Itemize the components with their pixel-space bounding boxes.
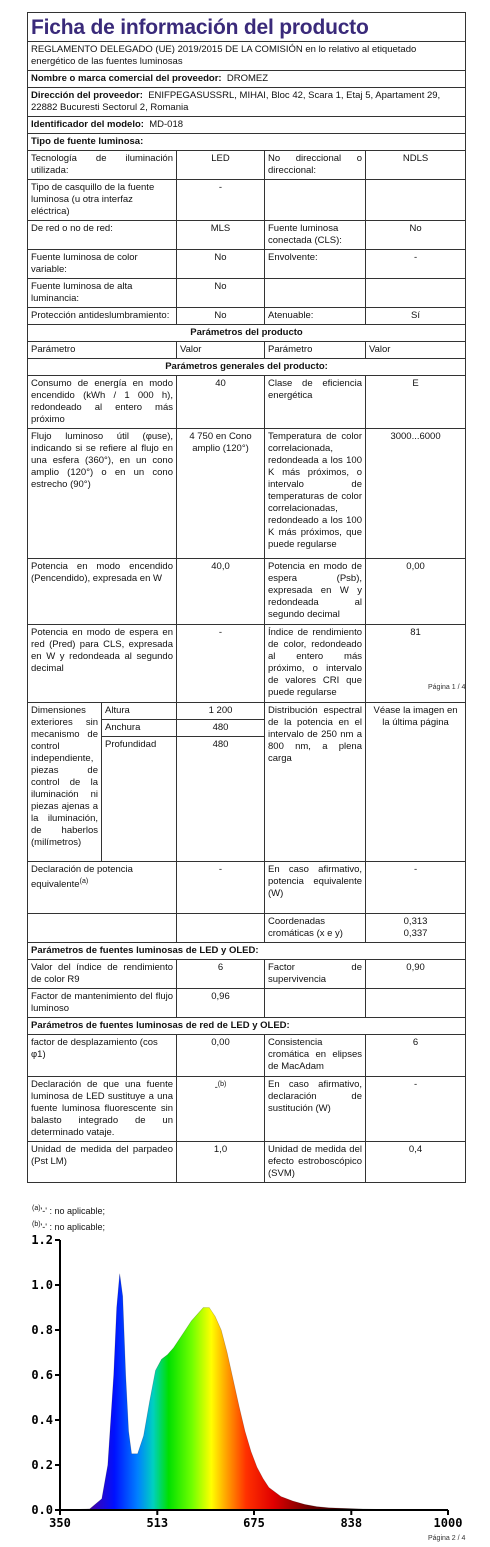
footnote-marker: (a) — [32, 1205, 41, 1212]
equivalent-power-cell — [28, 861, 177, 913]
param-label: Índice de rendimiento de color, redondeado al entero más próximo, o intervalo de valores CRI que puede regularse — [265, 625, 366, 703]
param-value: 40 — [177, 376, 265, 429]
param-label: Flujo luminoso útil (φuse), indicando si se refiere al flujo en una esfera (360°), en un cono amplio (120°) o en un cono estrecho (90°) — [28, 429, 177, 559]
param-value: - — [366, 861, 466, 913]
source-value — [366, 279, 466, 308]
param-label: factor de desplazamiento (cos φ1) — [28, 1034, 177, 1076]
y-tick-label: 0.0 — [31, 1503, 53, 1517]
param-value: 4 750 en Cono amplio (120°) — [177, 429, 265, 559]
supplier-label: Nombre o marca comercial del proveedor: — [31, 73, 222, 84]
source-type-heading: Tipo de fuente luminosa: — [28, 134, 466, 151]
model-value: MD-018 — [149, 119, 184, 130]
dimension-key: Profundidad — [102, 737, 177, 754]
chromaticity-x: 0,313 — [403, 915, 428, 927]
source-label: Envolvente: — [265, 250, 366, 279]
y-tick-label: 1.2 — [31, 1233, 53, 1247]
param-label: En caso afirmativo, potencia equivalente (W) — [265, 861, 366, 913]
param-label: Clase de eficiencia energética — [265, 376, 366, 429]
footnote-ref: (b) — [217, 1080, 227, 1088]
param-header: Parámetro — [265, 342, 366, 359]
source-value: No — [177, 308, 265, 325]
page-number: Página 2 / 4 — [428, 1535, 466, 1542]
footnotes — [32, 1202, 105, 1234]
footnote-marker: (b) — [32, 1221, 41, 1228]
source-value: - — [366, 250, 466, 279]
source-label: Fuente luminosa conectada (CLS): — [265, 221, 366, 250]
dimension-spacer — [102, 753, 177, 861]
y-tick-label: 0.4 — [31, 1413, 53, 1427]
spectral-distribution-label: Distribución espectral de la potencia en el intervalo de 250 nm a 800 nm, a plena carga — [265, 703, 366, 862]
source-value: Sí — [366, 308, 466, 325]
x-tick-label: 838 — [340, 1516, 363, 1530]
source-value: NDLS — [366, 151, 466, 180]
dimension-key: Anchura — [102, 720, 177, 737]
led-params-heading: Parámetros de fuentes luminosas de LED y OLED: — [28, 942, 466, 959]
param-label: En caso afirmativo, declaración de sustitución (W) — [265, 1076, 366, 1141]
source-value: LED — [177, 151, 265, 180]
chromaticity-label: Coordenadas cromáticas (x e y) — [265, 913, 366, 942]
source-value: No — [177, 250, 265, 279]
param-label: Valor del índice de rendimiento de color R9 — [28, 959, 177, 988]
source-label: Fuente luminosa de color variable: — [28, 250, 177, 279]
footnote-text: '-' : no aplicable; — [40, 1206, 106, 1216]
equivalent-power-label: Declaración de potencia equivalente — [31, 863, 133, 890]
param-label: Potencia en modo encendido (Pencendido), expresada en W — [28, 559, 177, 625]
param-header: Parámetro — [28, 342, 177, 359]
param-value: 0,96 — [177, 988, 265, 1017]
footnote-text: '-' : no aplicable; — [40, 1222, 106, 1232]
x-tick-label: 350 — [49, 1516, 71, 1530]
source-value: No — [366, 221, 466, 250]
param-label: Factor de supervivencia — [265, 959, 366, 988]
param-label: Consistencia cromática en elipses de MacAdam — [265, 1034, 366, 1076]
value-header: Valor — [366, 342, 466, 359]
param-value: 81 — [366, 625, 466, 703]
param-value: 1,0 — [177, 1141, 265, 1182]
x-tick-label: 675 — [243, 1516, 265, 1530]
model-row — [28, 117, 466, 134]
param-label: Consumo de energía en modo encendido (kWh / 1 000 h), redondeado al entero más próximo — [28, 376, 177, 429]
param-value: - — [177, 625, 265, 703]
page-number: Página 1 / 4 — [428, 684, 466, 691]
param-label: Unidad de medida del efecto estroboscópico (SVM) — [265, 1141, 366, 1182]
footnote-a — [32, 1202, 105, 1218]
param-value: 0,90 — [366, 959, 466, 988]
param-label: Factor de mantenimiento del flujo luminoso — [28, 988, 177, 1017]
param-value: - — [366, 1076, 466, 1141]
param-label: Declaración de que una fuente luminosa de LED sustituye a una fuente luminosa fluorescente sin balasto integrado de un determinado vataje. — [28, 1076, 177, 1141]
param-label: Temperatura de color correlacionada, redondeada a los 100 K más próximos, o intervalo de temperaturas de color correlacionadas, redondeado a los 100 K más próximos, que puede regularse — [265, 429, 366, 559]
param-value: E — [366, 376, 466, 429]
param-label: Potencia en modo de espera (Psb), expresada en W y redondeada al segundo decimal — [265, 559, 366, 625]
model-label: Identificador del modelo: — [31, 119, 144, 130]
source-value: No — [177, 279, 265, 308]
dimension-key: Altura — [102, 703, 177, 720]
y-tick-label: 0.2 — [31, 1458, 53, 1472]
value-header: Valor — [177, 342, 265, 359]
spectral-distribution-chart — [0, 1232, 490, 1532]
dimension-spacer — [177, 753, 265, 861]
param-label: Potencia en modo de espera en red (Pred) para CLS, expresada en W y redondeada al segundo decimal — [28, 625, 177, 703]
general-params-heading: Parámetros generales del producto: — [28, 359, 466, 376]
dimension-value: 480 — [177, 720, 265, 737]
y-tick-label: 0.6 — [31, 1368, 53, 1382]
source-label: Tecnología de iluminación utilizada: — [28, 151, 177, 180]
source-value: MLS — [177, 221, 265, 250]
product-params-heading: Parámetros del producto — [28, 325, 466, 342]
empty-cell — [177, 913, 265, 942]
dimension-value: 480 — [177, 737, 265, 754]
source-label: De red o no de red: — [28, 221, 177, 250]
source-value: - — [177, 180, 265, 221]
regulation-text: REGLAMENTO DELEGADO (UE) 2019/2015 DE LA COMISIÓN en lo relativo al etiquetado energético de las fuentes luminosas — [28, 42, 466, 71]
param-label: Unidad de medida del parpadeo (Pst LM) — [28, 1141, 177, 1182]
y-tick-label: 0.8 — [31, 1323, 53, 1337]
source-label: Fuente luminosa de alta luminancia: — [28, 279, 177, 308]
dimensions-label: Dimensiones exteriores sin mecanismo de control independiente, piezas de control de la iluminación ni piezas ajenas a la iluminación, de haberlos (milímetros) — [28, 703, 102, 862]
y-tick-label: 1.0 — [31, 1278, 53, 1292]
supplier-value: DROMEZ — [226, 73, 269, 84]
led-mains-params-heading: Parámetros de fuentes luminosas de red de LED y OLED: — [28, 1017, 466, 1034]
param-value-cell — [177, 1076, 265, 1141]
source-label — [265, 180, 366, 221]
param-value: 6 — [366, 1034, 466, 1076]
param-value: 0,00 — [366, 559, 466, 625]
source-label — [265, 279, 366, 308]
address-label: Dirección del proveedor: — [31, 90, 143, 101]
x-tick-label: 1000 — [433, 1516, 463, 1530]
x-tick-label: 513 — [146, 1516, 169, 1530]
param-value: 3000...6000 — [366, 429, 466, 559]
source-value — [366, 180, 466, 221]
product-information-sheet — [27, 12, 465, 1183]
page-title: Ficha de información del producto — [28, 13, 466, 42]
spectrum-area — [60, 1274, 448, 1510]
product-info-table — [27, 12, 466, 1183]
footnote-ref: (a) — [79, 877, 89, 885]
param-label — [265, 988, 366, 1017]
chromaticity-values — [366, 913, 466, 942]
source-label: Atenuable: — [265, 308, 366, 325]
source-label: Tipo de casquillo de la fuente luminosa (u otra interfaz eléctrica) — [28, 180, 177, 221]
param-value: - — [177, 861, 265, 913]
address-value: ENIFPEGASUSSRL, MIHAI, Bloc 42, Scara 1, Etaj 5, Apartament 29, 22882 Bucuresti Sectorul 2, Romania — [31, 90, 441, 113]
supplier-row — [28, 71, 466, 88]
dimension-value: 1 200 — [177, 703, 265, 720]
param-value — [366, 988, 466, 1017]
param-value: 0,00 — [177, 1034, 265, 1076]
param-value: 6 — [177, 959, 265, 988]
param-value: 40,0 — [177, 559, 265, 625]
spectral-distribution-value: Véase la imagen en la última página — [366, 703, 466, 862]
param-value: - — [214, 1081, 218, 1093]
address-row — [28, 88, 466, 117]
chromaticity-y: 0,337 — [403, 927, 428, 939]
source-label: Protección antideslumbramiento: — [28, 308, 177, 325]
source-label: No direccional o direccional: — [265, 151, 366, 180]
empty-cell — [28, 913, 177, 942]
param-value: 0,4 — [366, 1141, 466, 1182]
